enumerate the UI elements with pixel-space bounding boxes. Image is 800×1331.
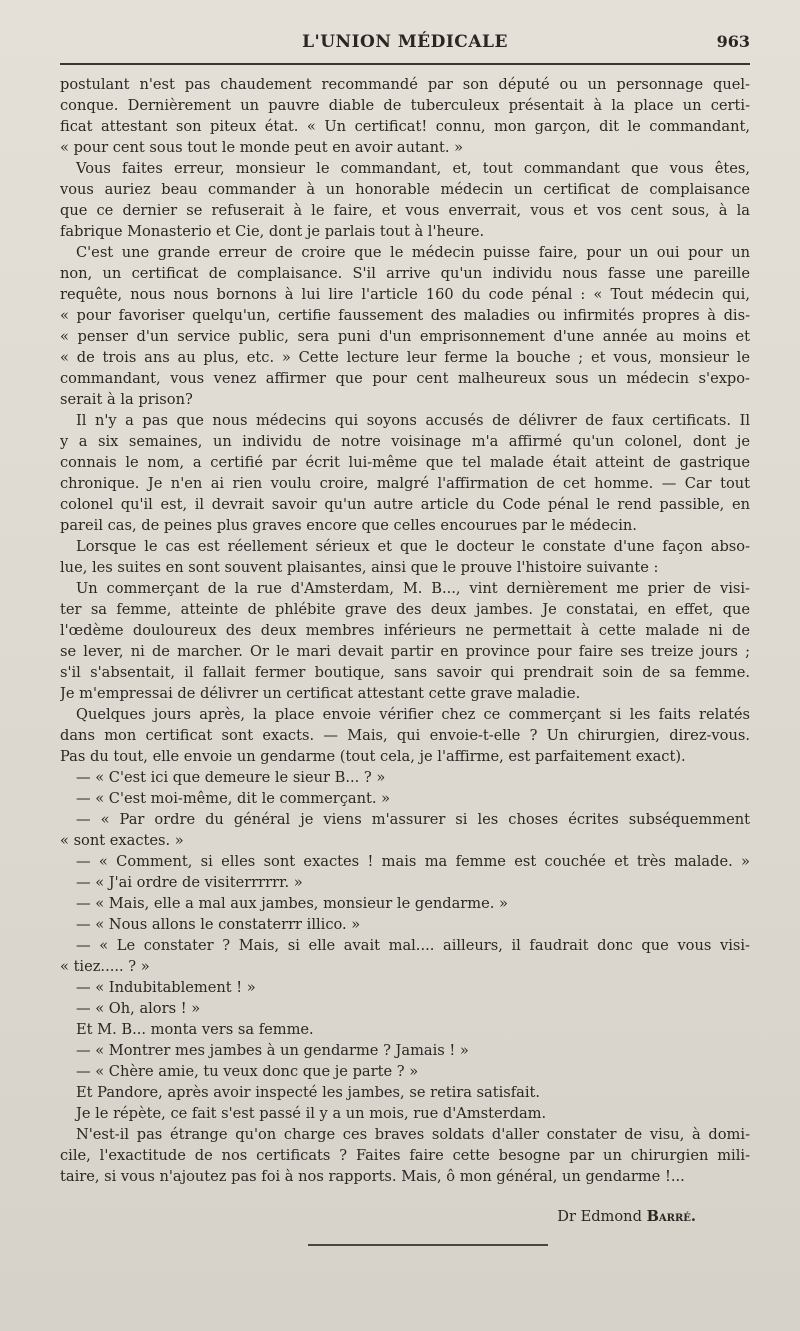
text-line: commandant, vous venez affirmer que pour cent malheureux sous un médecin s'expo- (60, 370, 750, 387)
text-line: s'il s'absentait, il fallait fermer boutique, sans savoir qui prendrait soin de sa femme. (60, 664, 750, 681)
text-line: Quelques jours après, la place envoie vérifier chez ce commerçant si les faits relatés (76, 706, 750, 723)
text-line: ficat attestant son piteux état. « Un certificat! connu, mon garçon, dit le commandant, (60, 118, 750, 135)
text-line: « penser d'un service public, sera puni d'un emprisonnement d'une année au moins et (60, 328, 750, 345)
text-line: Et M. B... monta vers sa femme. (76, 1021, 314, 1038)
text-line: ter sa femme, atteinte de phlébite grave des deux jambes. Je constatai, en effet, que (60, 601, 750, 618)
text-line: vous auriez beau commander à un honorable médecin un certificat de complaisance (60, 181, 750, 198)
article-body (60, 74, 750, 1187)
text-line: taire, si vous n'ajoutez pas foi à nos rapports. Mais, ô mon général, un gendarme !... (60, 1168, 685, 1185)
text-line: Un commerçant de la rue d'Amsterdam, M. B..., vint dernièrement me prier de visi- (76, 580, 750, 597)
text-line: « sont exactes. » (60, 832, 184, 849)
text-line: Vous faites erreur, monsieur le commandant, et, tout commandant que vous êtes, (76, 160, 750, 177)
text-line: — « Par ordre du général je viens m'assurer si les choses écrites subséquemment (76, 811, 750, 828)
text-line: — « Indubitablement ! » (76, 979, 256, 996)
author-signature (557, 1206, 696, 1227)
text-line: Il n'y a pas que nous médecins qui soyons accusés de délivrer de faux certificats. Il (76, 412, 750, 429)
text-line: — « C'est ici que demeure le sieur B... ? » (76, 769, 386, 786)
text-line: se lever, ni de marcher. Or le mari devait partir en province pour faire ses treize jours ; (60, 643, 750, 660)
text-line: N'est-il pas étrange qu'on charge ces braves soldats d'aller constater de visu, à domi- (76, 1126, 750, 1143)
text-line: serait à la prison? (60, 391, 193, 408)
text-line: y a six semaines, un individu de notre voisinage m'a affirmé qu'un colonel, dont je (60, 433, 750, 450)
text-line: « tiez..... ? » (60, 958, 150, 975)
text-line: — « Le constater ? Mais, si elle avait mal.... ailleurs, il faudrait donc que vous visi- (76, 937, 750, 954)
text-line: — « Comment, si elles sont exactes ! mais ma femme est couchée et très malade. » (76, 853, 750, 870)
text-line: cile, l'exactitude de nos certificats ? Faites faire cette besogne par un chirurgien mili- (60, 1147, 750, 1164)
text-line: « pour cent sous tout le monde peut en avoir autant. » (60, 139, 464, 156)
end-rule (308, 1244, 548, 1246)
page-number: 963 (716, 32, 750, 51)
journal-title: L'UNION MÉDICALE (302, 32, 508, 52)
text-line: requête, nous nous bornons à lui lire l'article 160 du code pénal : « Tout médecin qui, (60, 286, 750, 303)
running-header (60, 32, 750, 56)
text-line: Je m'empressai de délivrer un certificat attestant cette grave maladie. (60, 685, 581, 702)
text-line: — « Nous allons le constaterrr illico. » (76, 916, 361, 933)
text-line: Lorsque le cas est réellement sérieux et que le docteur le constate d'une façon abso- (76, 538, 750, 555)
signature-surname: Barré. (646, 1208, 696, 1225)
text-line: non, un certificat de complaisance. S'il arrive qu'un individu nous fasse une pareille (60, 265, 750, 282)
text-line: — « Mais, elle a mal aux jambes, monsieur le gendarme. » (76, 895, 508, 912)
text-line: — « C'est moi-même, dit le commerçant. » (76, 790, 391, 807)
text-line: postulant n'est pas chaudement recommandé par son député ou un personnage quel- (60, 76, 750, 93)
text-line: Et Pandore, après avoir inspecté les jambes, se retira satisfait. (76, 1084, 541, 1101)
text-line: Pas du tout, elle envoie un gendarme (tout cela, je l'affirme, est parfaitement exact). (60, 748, 686, 765)
text-line: — « J'ai ordre de visiterrrrrr. » (76, 874, 303, 891)
text-line: « pour favoriser quelqu'un, certifie faussement des maladies ou infirmités propres à dis- (60, 307, 750, 324)
text-line: pareil cas, de peines plus graves encore que celles encourues par le médecin. (60, 517, 637, 534)
text-line: Je le répète, ce fait s'est passé il y a un mois, rue d'Amsterdam. (76, 1105, 547, 1122)
text-line: connais le nom, a certifié par écrit lui-même que tel malade était atteint de gastrique (60, 454, 750, 471)
text-line: colonel qu'il est, il devrait savoir qu'un autre article du Code pénal le rend passible, en (60, 496, 750, 513)
text-line: chronique. Je n'en ai rien voulu croire, malgré l'affirmation de cet homme. — Car tout (60, 475, 750, 492)
text-line: — « Montrer mes jambes à un gendarme ? Jamais ! » (76, 1042, 469, 1059)
text-line: « de trois ans au plus, etc. » Cette lecture leur ferme la bouche ; et vous, monsieur le (60, 349, 750, 366)
signature-prefix: Dr Edmond (557, 1208, 642, 1225)
header-rule (60, 63, 750, 65)
text-line: fabrique Monasterio et Cie, dont je parlais tout à l'heure. (60, 223, 485, 240)
text-line: C'est une grande erreur de croire que le médecin puisse faire, pour un oui pour un (76, 244, 750, 261)
text-line: dans mon certificat sont exacts. — Mais, qui envoie-t-elle ? Un chirurgien, direz-vous. (60, 727, 750, 744)
text-line: conque. Dernièrement un pauvre diable de tuberculeux présentait à la place un certi- (60, 97, 750, 114)
text-line: que ce dernier se refuserait à le faire, et vous enverrait, vous et vos cent sous, à la (60, 202, 750, 219)
text-line: lue, les suites en sont souvent plaisantes, ainsi que le prouve l'histoire suivante : (60, 559, 659, 576)
text-line: — « Oh, alors ! » (76, 1000, 201, 1017)
text-line: l'œdème douloureux des deux membres inférieurs ne permettait à cette malade ni de (60, 622, 750, 639)
text-line: — « Chère amie, tu veux donc que je parte ? » (76, 1063, 419, 1080)
